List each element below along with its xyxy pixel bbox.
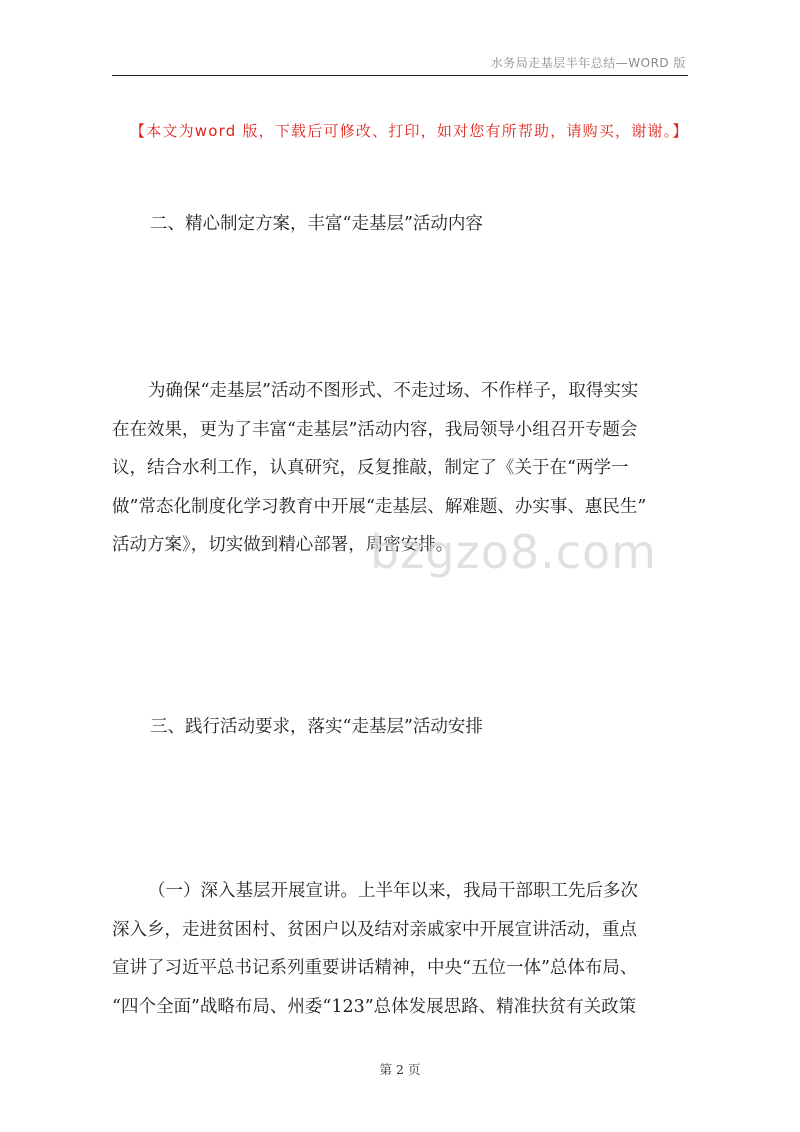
paragraph-line: 活动方案》，切实做到精心部署，周密安排。 xyxy=(112,535,454,555)
paragraph-line: 在在效果，更为了丰富“走基层”活动内容，我局领导小组召开专题会 xyxy=(112,419,638,440)
paragraph-line: 宣讲了习近平总书记系列重要讲话精神，中央“五位一体”总体布局、 xyxy=(112,958,638,978)
page-number: 第 2 页 xyxy=(379,1062,421,1077)
paragraph-line: 议，结合水利工作，认真研究，反复推敲，制定了《关于在“两学一 xyxy=(112,458,629,478)
header-title: 水务局走基层半年总结—WORD 版 xyxy=(490,56,686,70)
paragraph-line: 深入乡，走进贫困村、贫困户以及结对亲戚家中开展宣讲活动，重点 xyxy=(112,919,637,940)
section-heading-3: 三、践行活动要求，落实“走基层”活动安排 xyxy=(150,717,483,737)
section-heading-2: 二、精心制定方案，丰富“走基层”活动内容 xyxy=(150,214,483,234)
paragraph-line-text: 为确保“走基层”活动不图形式、不走过场、不作样子，取得实实 xyxy=(148,381,639,401)
paragraph-line xyxy=(112,372,688,411)
purchase-notice: 【本文为word 版，下载后可修改、打印，如对您有所帮助，请购买，谢谢。】 xyxy=(130,122,689,140)
paragraph-line: 做”常态化制度化学习教育中开展“走基层、解难题、办实事、惠民生” xyxy=(112,496,647,517)
paragraph-line: “四个全面”战略布局、州委“123”总体发展思路、精准扶贫有关政策 xyxy=(112,996,637,1017)
paragraph-line xyxy=(112,872,688,911)
paragraph-line-text: （一）深入基层开展宣讲。上半年以来，我局干部职工先后多次 xyxy=(148,881,638,901)
paragraph-1 xyxy=(112,372,688,565)
paragraph-2 xyxy=(112,872,688,1026)
header-rule xyxy=(112,75,688,76)
watermark: bzgzo8.com xyxy=(370,525,657,579)
